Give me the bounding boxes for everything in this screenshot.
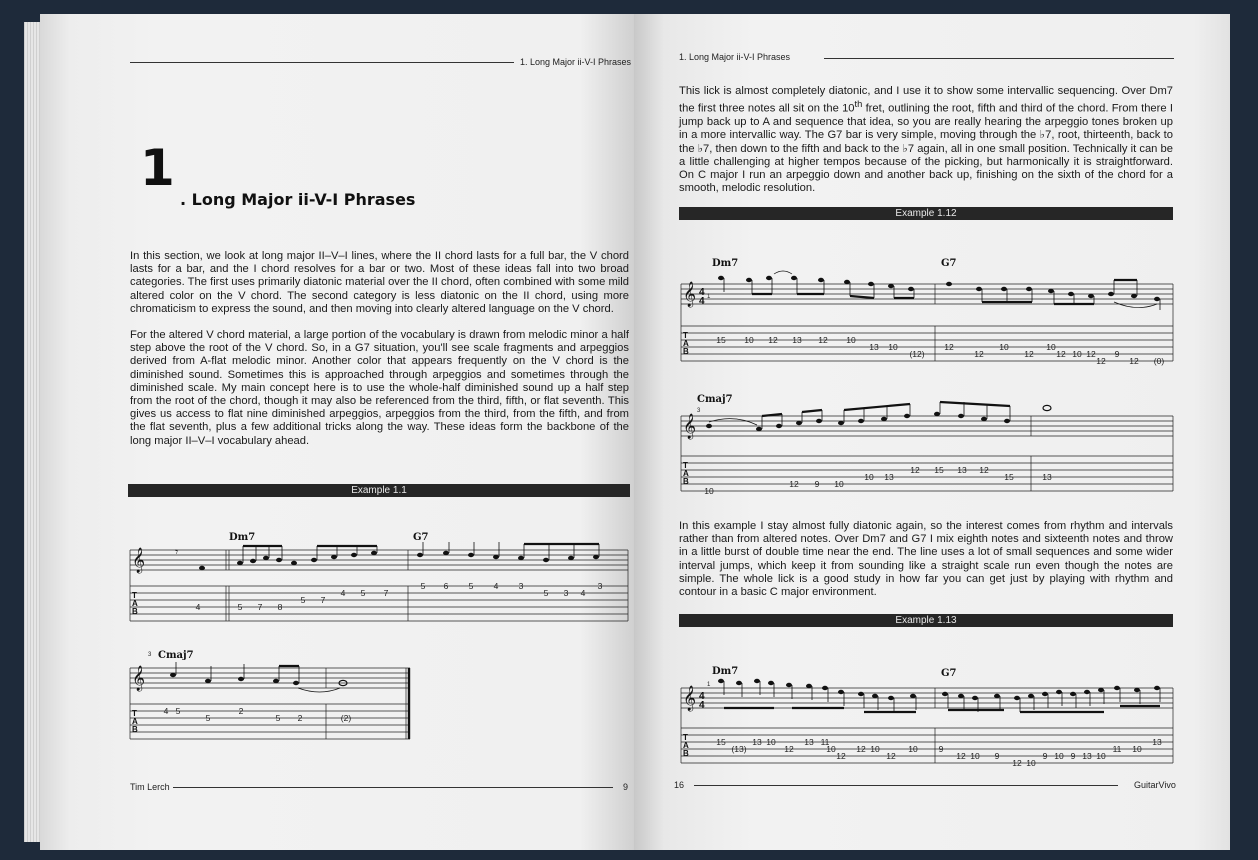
tab-number: 4 bbox=[195, 602, 201, 612]
svg-text:𝄞: 𝄞 bbox=[132, 666, 146, 691]
tab-number: 12 bbox=[1129, 356, 1139, 366]
tab-number: 12 bbox=[910, 465, 920, 475]
svg-text:T: T bbox=[683, 733, 688, 742]
tab-number: 12 bbox=[818, 335, 828, 345]
svg-text:4: 4 bbox=[699, 296, 705, 307]
svg-text:T: T bbox=[683, 461, 688, 470]
tab-number: 5 bbox=[175, 706, 181, 716]
tab-number: 9 bbox=[994, 751, 1000, 761]
tab-number: 9 bbox=[1070, 751, 1076, 761]
tab-number: 10 bbox=[834, 479, 844, 489]
measure-number: 1 bbox=[707, 294, 711, 300]
tab-number: 13 bbox=[957, 465, 967, 475]
tab-number: 2 bbox=[238, 706, 244, 716]
tab-number: 5 bbox=[543, 588, 549, 598]
notation-system-5 bbox=[679, 648, 1175, 774]
body-paragraph-1: This lick is almost completely diatonic, and I use it to show some intervallic sequencing. Over Dm7 the first three notes all sit on the 10th fret, outlining the root, fifth and third of the chord. From there I jump back up to A and sequence that idea, so you are really hearing the arpeggio tones broken up in a more intervallic way. The G7 bar is very simple, moving through the ♭7, root, thirteenth, back to the ♭7, then down to the fifth and back to the ♭7 again, all in one small position. Technically it can be a little challenging at higher tempos because of the picking, but harmonically it is straightforward. On C major I run an arpeggio down and another back up, finishing on the sixth of the chord for a smooth, melodic resolution. bbox=[679, 85, 1173, 195]
tab-number: 6 bbox=[443, 581, 449, 591]
svg-text:𝄾: 𝄾 bbox=[175, 545, 179, 559]
svg-text:B: B bbox=[683, 477, 689, 486]
measure-number: 1 bbox=[707, 682, 711, 688]
tab-number: 9 bbox=[814, 479, 820, 489]
header-rule bbox=[130, 62, 514, 63]
tab-number: 12 bbox=[974, 349, 984, 359]
tab-number: 5 bbox=[420, 581, 426, 591]
right-page bbox=[634, 14, 1230, 850]
tab-number: 13 bbox=[804, 737, 814, 747]
tab-number: 4 bbox=[493, 581, 499, 591]
tab-number: 13 bbox=[792, 335, 802, 345]
svg-text:𝄞: 𝄞 bbox=[683, 686, 697, 711]
running-head: 1. Long Major ii-V-I Phrases bbox=[679, 52, 791, 62]
tab-number: 8 bbox=[277, 602, 283, 612]
tab-number: (2) bbox=[340, 713, 352, 723]
tab-number: 12 bbox=[836, 751, 846, 761]
notation-system-3 bbox=[679, 240, 1175, 368]
tab-number: 12 bbox=[768, 335, 778, 345]
tab-number: 7 bbox=[383, 588, 389, 598]
notation-system-4 bbox=[679, 392, 1175, 498]
tab-number: 5 bbox=[300, 595, 306, 605]
chord-symbol: Dm7 bbox=[712, 258, 739, 269]
page-number: 9 bbox=[623, 782, 629, 792]
tab-number: 7 bbox=[257, 602, 263, 612]
tab-number: 3 bbox=[518, 581, 524, 591]
body-paragraph-2: In this example I stay almost fully diatonic again, so the interest comes from rhythm and intervals rather than from altered notes. Over Dm7 and G7 I mix eighth notes and sixteenth notes and throw in a little burst of double time near the end. The line uses a lot of small sequences and some wider interval jumps, which keep it from sounding like a straight scale run even though the notes are simple. The whole lick is a good study in how far you can get just by playing with rhythm and contour in a basic C major environment. bbox=[679, 520, 1173, 599]
tab-number: 7 bbox=[320, 595, 326, 605]
tab-number: 5 bbox=[468, 581, 474, 591]
svg-text:T: T bbox=[132, 709, 137, 718]
tab-number: 13 bbox=[869, 342, 879, 352]
chord-symbol: G7 bbox=[941, 668, 957, 679]
tab-number: 13 bbox=[1082, 751, 1092, 761]
svg-text:A: A bbox=[683, 741, 689, 750]
tab-number: 10 bbox=[1072, 349, 1082, 359]
notation-system-2 bbox=[128, 644, 418, 746]
tab-number: 9 bbox=[1042, 751, 1048, 761]
tab-number: 12 bbox=[886, 751, 896, 761]
header-rule bbox=[824, 58, 1174, 59]
tab-number: 13 bbox=[884, 472, 894, 482]
svg-text:𝄞: 𝄞 bbox=[132, 548, 146, 573]
tab-number: 12 bbox=[784, 744, 794, 754]
tab-number: 10 bbox=[1132, 744, 1142, 754]
notation-system-1 bbox=[128, 526, 630, 628]
chord-symbol: G7 bbox=[413, 532, 429, 543]
tab-number: 15 bbox=[1004, 472, 1014, 482]
svg-text:T: T bbox=[683, 331, 688, 340]
tab-number: 12 bbox=[1086, 349, 1096, 359]
tab-number: (12) bbox=[909, 349, 925, 359]
svg-text:B: B bbox=[132, 725, 138, 734]
tab-number: 10 bbox=[970, 751, 980, 761]
tab-number: 5 bbox=[275, 713, 281, 723]
footer-rule bbox=[694, 785, 1118, 786]
chord-symbol: Dm7 bbox=[229, 532, 256, 543]
page-number: 16 bbox=[674, 780, 685, 790]
example-title-bar: Example 1.12 bbox=[679, 207, 1173, 220]
tab-number: 5 bbox=[237, 602, 243, 612]
tab-number: 10 bbox=[826, 744, 836, 754]
tab-number: 4 bbox=[580, 588, 586, 598]
svg-text:4: 4 bbox=[699, 287, 705, 298]
footer-brand: GuitarVivo bbox=[1134, 780, 1176, 790]
tab-number: 10 bbox=[908, 744, 918, 754]
tab-number: 10 bbox=[888, 342, 898, 352]
running-head: 1. Long Major ii-V-I Phrases bbox=[520, 57, 632, 67]
svg-text:A: A bbox=[132, 599, 138, 608]
footer-rule bbox=[173, 787, 613, 788]
tab-number: 3 bbox=[563, 588, 569, 598]
svg-text:B: B bbox=[132, 607, 138, 616]
tab-number: 10 bbox=[1046, 342, 1056, 352]
tab-number: 10 bbox=[846, 335, 856, 345]
tab-number: 12 bbox=[1012, 758, 1022, 768]
chord-symbol: G7 bbox=[941, 258, 957, 269]
svg-text:A: A bbox=[683, 469, 689, 478]
tab-number: 15 bbox=[716, 737, 726, 747]
tab-number: 12 bbox=[1096, 356, 1106, 366]
chapter-number: 1 bbox=[140, 139, 175, 197]
tab-number: 5 bbox=[360, 588, 366, 598]
tab-number: 12 bbox=[944, 342, 954, 352]
example-title-bar: Example 1.1 bbox=[128, 484, 630, 497]
tab-number: 11 bbox=[1112, 744, 1122, 754]
tab-number: 12 bbox=[956, 751, 966, 761]
tab-number: 12 bbox=[1024, 349, 1034, 359]
tab-number: 12 bbox=[1056, 349, 1066, 359]
left-page bbox=[40, 14, 634, 850]
tab-number: 10 bbox=[1096, 751, 1106, 761]
tab-number: 9 bbox=[1114, 349, 1120, 359]
open-book bbox=[40, 14, 1230, 850]
tab-number: 15 bbox=[934, 465, 944, 475]
tab-number: (0) bbox=[1153, 356, 1165, 366]
tab-number: 2 bbox=[297, 713, 303, 723]
tab-number: 4 bbox=[340, 588, 346, 598]
tab-number: 12 bbox=[789, 479, 799, 489]
tab-number: 4 bbox=[163, 706, 169, 716]
example-title-bar: Example 1.13 bbox=[679, 614, 1173, 627]
chapter-title: . Long Major ii-V-I Phrases bbox=[180, 190, 416, 209]
tab-number: 11 bbox=[820, 737, 830, 747]
tab-number: 13 bbox=[752, 737, 762, 747]
tab-number: 13 bbox=[1042, 472, 1052, 482]
tab-number: 9 bbox=[938, 744, 944, 754]
tab-number: 5 bbox=[205, 713, 211, 723]
svg-text:A: A bbox=[683, 339, 689, 348]
tab-number: 3 bbox=[597, 581, 603, 591]
tab-number: 12 bbox=[856, 744, 866, 754]
tab-number: 10 bbox=[999, 342, 1009, 352]
measure-number: 3 bbox=[697, 408, 701, 414]
tab-number: 10 bbox=[704, 486, 714, 496]
intro-paragraph-2: For the altered V chord material, a large portion of the vocabulary is drawn from melodic minor a half step above the root of the V chord. So, in a G7 situation, you'll see scale fragments and arpeggios derived from A-flat melodic minor. Another color that appears frequently on the V chord is the diminished sound. Sometimes this is approached through arpeggios and sometimes through the diminished scale. My main concept here is to use the whole-half diminished sound up a half step from the root of the chord, though it may also be referenced from the third, fifth, or flat seventh. This gives us access to flat nine diminished arpeggios, arpeggios from the third, from the fifth, and from the flat seventh, plus a few additional tricks along the way. These ideas form the backbone of the long major II–V–I vocabulary ahead. bbox=[130, 329, 629, 447]
tab-number: 10 bbox=[744, 335, 754, 345]
svg-text:A: A bbox=[132, 717, 138, 726]
tab-number: 10 bbox=[1026, 758, 1036, 768]
footer-author: Tim Lerch bbox=[130, 782, 170, 792]
svg-text:4: 4 bbox=[699, 691, 705, 702]
svg-text:4: 4 bbox=[699, 700, 705, 711]
tab-number: (13) bbox=[731, 744, 747, 754]
tab-number: 10 bbox=[870, 744, 880, 754]
tab-number: 10 bbox=[864, 472, 874, 482]
measure-number: 3 bbox=[148, 652, 152, 658]
tab-number: 10 bbox=[1054, 751, 1064, 761]
svg-text:B: B bbox=[683, 749, 689, 758]
tab-number: 10 bbox=[766, 737, 776, 747]
chord-symbol: Cmaj7 bbox=[158, 650, 194, 661]
tab-number: 12 bbox=[979, 465, 989, 475]
svg-text:𝄞: 𝄞 bbox=[683, 282, 697, 307]
svg-text:T: T bbox=[132, 591, 137, 600]
svg-text:𝄞: 𝄞 bbox=[683, 414, 697, 439]
chord-symbol: Dm7 bbox=[712, 666, 739, 677]
chord-symbol: Cmaj7 bbox=[697, 394, 733, 405]
intro-paragraph-1: In this section, we look at long major II–V–I lines, where the II chord lasts for a full bar, the V chord lasts for a bar, and the I chord resolves for a bar or two. Most of these ideas fall into two broad categories. The first uses primarily diatonic material over the II chord, often combined with some mild altered color on the V chord. The second category is less diatonic on the II chord, using more chromaticism to express the sound, and then moving into clearly altered language on the V chord. bbox=[130, 250, 629, 315]
svg-text:B: B bbox=[683, 347, 689, 356]
tab-number: 15 bbox=[716, 335, 726, 345]
tab-number: 13 bbox=[1152, 737, 1162, 747]
